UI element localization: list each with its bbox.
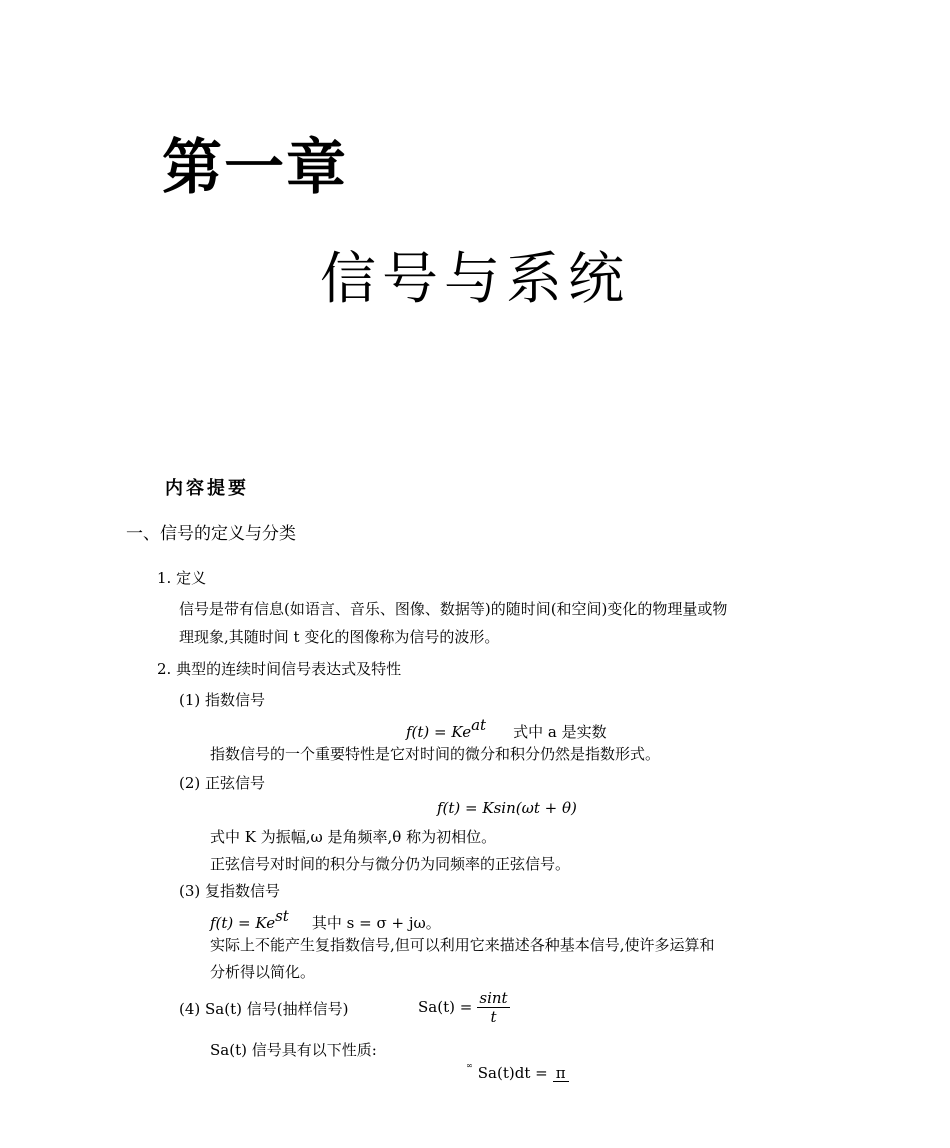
item-label: 典型的连续时间信号表达式及特性 <box>176 660 402 678</box>
chapter-heading: 第一章 <box>162 133 348 203</box>
formula-exponent: at <box>471 716 487 734</box>
formula-note: 式中 a 是实数 <box>513 723 607 741</box>
definition-line-1: 信号是带有信息(如语言、音乐、图像、数据等)的随时间(和空间)变化的物理量或物 <box>179 600 728 618</box>
complex-exponential-description-2: 分析得以简化。 <box>210 963 316 981</box>
fraction-denominator: t <box>490 1008 497 1026</box>
complex-exponential-formula <box>210 907 441 933</box>
sa-formula <box>418 989 510 1026</box>
item-1-heading <box>157 567 206 588</box>
summary-heading: 内容提要 <box>165 478 249 499</box>
exponential-signal-label: (1) 指数信号 <box>179 691 266 709</box>
item-2-heading <box>157 658 401 679</box>
sa-description: Sa(t) 信号具有以下性质: <box>210 1041 377 1059</box>
item-number: 1. <box>157 569 172 587</box>
formula-lhs: f(t) = Ke <box>406 723 472 741</box>
formula-note: 其中 s = σ + jω。 <box>311 914 441 932</box>
item-label: 定义 <box>176 569 207 587</box>
integral-expression: Sa(t)dt = <box>477 1064 548 1082</box>
sine-signal-label: (2) 正弦信号 <box>179 774 266 792</box>
exponential-description: 指数信号的一个重要特性是它对时间的微分和积分仍然是指数形式。 <box>210 745 661 763</box>
formula-lhs: Sa(t) = <box>418 998 473 1016</box>
section-heading: 一、信号的定义与分类 <box>126 524 296 544</box>
formula-exponent: st <box>275 907 289 925</box>
fraction <box>477 989 509 1026</box>
sine-description-2: 正弦信号对时间的积分与微分仍为同频率的正弦信号。 <box>210 855 571 873</box>
item-number: 2. <box>157 660 172 678</box>
sa-integral-formula <box>466 1063 569 1082</box>
integral-rhs: π <box>553 1065 569 1082</box>
formula-lhs: f(t) = Ke <box>210 914 276 932</box>
sine-description-1: 式中 K 为振幅,ω 是角频率,θ 称为初相位。 <box>210 828 497 846</box>
sa-signal-label: (4) Sa(t) 信号(抽样信号) <box>179 1000 349 1018</box>
complex-exponential-label: (3) 复指数信号 <box>179 882 281 900</box>
fraction-numerator: sint <box>479 989 508 1007</box>
integral-upper-limit: ∞ <box>466 1061 473 1070</box>
definition-line-2: 理现象,其随时间 t 变化的图像称为信号的波形。 <box>179 628 500 646</box>
sine-formula: f(t) = Ksin(ωt + θ) <box>437 799 577 817</box>
chapter-title: 信号与系统 <box>320 247 630 312</box>
complex-exponential-description-1: 实际上不能产生复指数信号,但可以利用它来描述各种基本信号,使许多运算和 <box>210 936 715 954</box>
exponential-formula <box>406 716 607 742</box>
